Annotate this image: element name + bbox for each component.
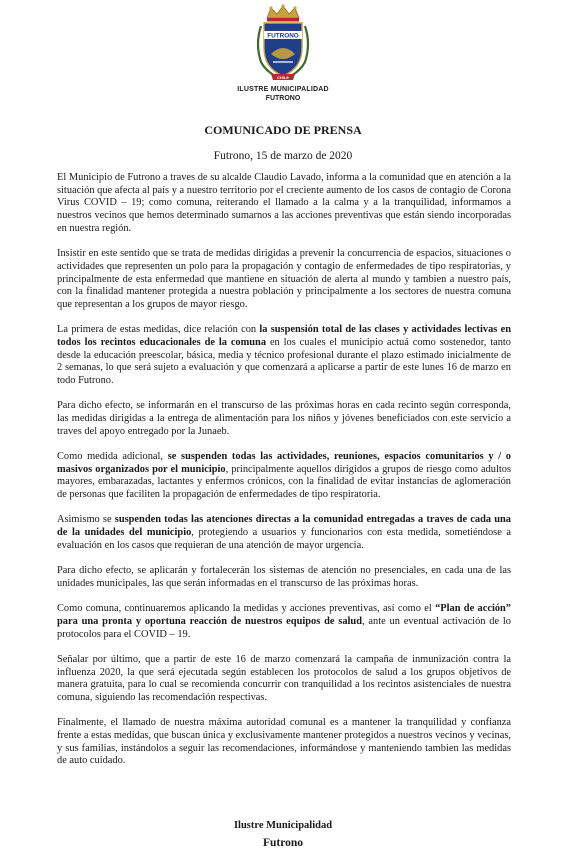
crest-icon	[253, 4, 313, 84]
paragraph-text: Asimismo se	[57, 514, 115, 526]
paragraph-text: La primera de estas medidas, dice relación con	[57, 324, 260, 336]
body-paragraph	[57, 654, 511, 705]
paragraph-text: Para dicho efecto, se informarán en el transcurso de las próximas horas en cada recinto según corresponda, las medidas dirigidas a la entrega de alimentación para los niños y jóvenes beneficiados con este servicio a traves del apoyo entregado por la Junaeb.	[57, 400, 511, 437]
document-title: COMUNICADO DE PRENSA	[204, 123, 362, 137]
logo-org-city: FUTRONO	[265, 95, 301, 102]
signature-org: Ilustre Municipalidad	[233, 820, 333, 831]
paragraph-text: El Municipio de Futrono a traves de su alcalde Claudio Lavado, informa a la comunidad que en atención a la situación que afecta al país y a nuestro territorio por el creciente aumento de los casos de contagio de Corona Virus COVID – 19; como comuna, reiterando el llamado a la calma y a la tranquilidad, informamos a nuestros vecinos que hemos determinado sumarnos a las acciones preventivas que están siendo incorporadas en nuestra región.	[57, 172, 511, 234]
crest-country-text: CHILE	[277, 74, 289, 80]
bold-text: “Plan de acción” para una pronta y oportuna reacción de nuestros equipos de salud	[57, 603, 511, 627]
body-paragraph	[57, 172, 511, 236]
body-paragraph	[57, 514, 511, 552]
signature-city: Futrono	[262, 837, 304, 849]
paragraph-text: , protegiendo a usuarios y funcionarios con esta medida, sometiéndose a evaluación en los casos que requieran de una atención de mayor urgencia.	[57, 527, 511, 551]
logo-org-name: ILUSTRE MUNICIPALIDAD	[237, 86, 329, 93]
paragraph-text: Como medida adicional,	[57, 451, 168, 463]
bold-text: la suspensión total de las clases y actividades lectivas en todos los recintos educacionales de la comuna	[57, 324, 511, 348]
bold-text: se suspenden todas las actividades, reuniones, espacios comunitarios y / o masivos organizados por el municipio	[57, 451, 512, 475]
body-paragraph	[57, 248, 511, 312]
body-paragraph	[57, 603, 511, 641]
crest-name-text: FUTRONO	[267, 32, 299, 40]
bold-text: suspenden todas las atenciones directas a la comunidad entregadas a traves de cada una de la unidades del municipio	[57, 514, 511, 539]
body-paragraph	[57, 565, 511, 590]
paragraph-text: Para dicho efecto, se aplicarán y fortalecerán los sistemas de atención no presenciales, en cada una de las unidades municipales, las que serán informadas en el transcurso de las próximas horas.	[57, 565, 511, 589]
paragraph-text: , principalmente aquellos dirigidos a grupos de riesgo como adultos mayores, embarazadas, lactantes y enfermos crónicos, con la finalidad de evitar instancias de aglomeración de personas que faciliten la propagación de enfermedades de tipo respiratoria.	[57, 463, 511, 501]
document-date: Futrono, 15 de marzo de 2020	[213, 150, 353, 162]
paragraph-text: Insistir en este sentido que se trata de medidas dirigidas a prevenir la concurrencia de espacios, situaciones o actividades que representen un polo para la propagación y contagio de enfermedades de tipo respiratorias, y principalmente de esta enfermedad que mantiene en situación de alerta al mundo y tambien a nuestro país, con la finalidad mantener protegida a nuestra población y principalmente a los sectores de nuestra comuna que representan a los grupos de mayor riesgo.	[57, 248, 511, 310]
document-body	[57, 172, 511, 781]
paragraph-text: , ante un eventual activación de lo protocolos para el COVID – 19.	[57, 615, 511, 640]
paragraph-text: Como comuna, continuaremos aplicando la medidas y acciones preventivas, así como el	[57, 603, 436, 615]
body-paragraph	[57, 400, 511, 438]
body-paragraph	[57, 324, 511, 388]
paragraph-text: Señalar por último, que a partir de este 16 de marzo comenzará la campaña de inmunización contra la influenza 2020, la que será ejecutada según establecen los protocolos de salud a los grupos objetivos de manera gratuita, para lo cual se recomienda concurrir con tranquilidad a los recintos asistenciales de nuestra comuna, siguiendo las recomendación respectivas.	[57, 653, 511, 703]
paragraph-text: en los cuales el municipio actuá como sostenedor, tanto desde la educación preescolar, básica, media y técnico profesional durante el plazo estimado inicialmente de 2 semanas, lo que será sujeto a evaluación y que comenzará a aplicarse a partir de este lunes 16 de marzo en todo Futrono.	[57, 336, 511, 387]
municipality-logo	[228, 4, 338, 104]
body-paragraph	[57, 451, 511, 502]
body-paragraph	[57, 717, 511, 768]
paragraph-text: Finalmente, el llamado de nuestra máxima autoridad comunal es a mantener la tranquilidad y confianza frente a estas medidas, que buscan única y exclusivamente mantener protegidos a nuestros vecinos y vecinas, y sus familias, instándolos a seguir las recomendaciones, informándose y manteniendo tambien las medidas de auto cuidado.	[57, 717, 511, 767]
